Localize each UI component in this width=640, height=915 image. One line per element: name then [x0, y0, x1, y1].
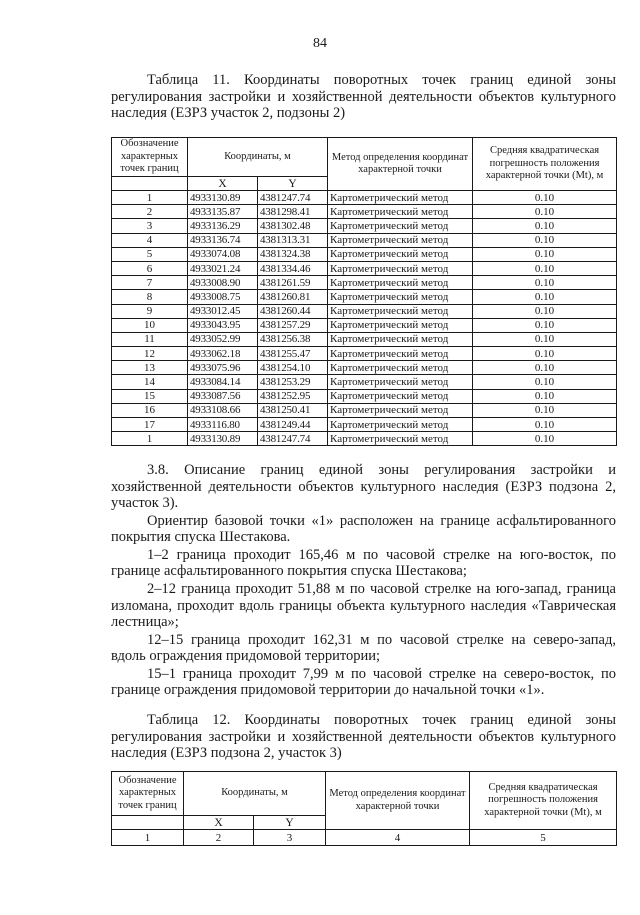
error-cell: 0.10: [473, 276, 617, 290]
header-coords: Координаты, м: [184, 772, 326, 816]
table-12-caption-text: Таблица 12. Координаты поворотных точек границ единой зоны регулирования застройки и хозяйственной деятельности объектов культурного наследия (ЕЗРЗ подзона 2, участок 3): [111, 712, 616, 761]
error-cell: 0.10: [473, 403, 617, 417]
x-coordinate-cell: 4933075.96: [188, 361, 258, 375]
method-cell: Картометрический метод: [328, 361, 473, 375]
method-cell: Картометрический метод: [328, 205, 473, 219]
header-error: Средняя квадратическая погрешность положения характерной точки (Mt), м: [473, 138, 617, 191]
x-coordinate-cell: 4933116.80: [188, 418, 258, 432]
method-cell: Картометрический метод: [328, 432, 473, 446]
point-number-cell: 2: [112, 205, 188, 219]
x-coordinate-cell: 4933012.45: [188, 304, 258, 318]
error-cell: 0.10: [473, 191, 617, 205]
section-3-8: [111, 462, 616, 700]
error-cell: 0.10: [473, 205, 617, 219]
y-coordinate-cell: 4381324.38: [258, 247, 328, 261]
index-cell: 5: [470, 830, 617, 846]
table-row: [112, 205, 617, 219]
header-designation: Обозначение характерных точек границ: [112, 138, 188, 177]
x-coordinate-cell: 4933052.99: [188, 332, 258, 346]
method-cell: Картометрический метод: [328, 375, 473, 389]
header-error: Средняя квадратическая погрешность положения характерной точки (Mt), м: [470, 772, 617, 830]
table-row: [112, 332, 617, 346]
y-coordinate-cell: 4381247.74: [258, 432, 328, 446]
method-cell: Картометрический метод: [328, 219, 473, 233]
method-cell: Картометрический метод: [328, 276, 473, 290]
x-coordinate-cell: 4933043.95: [188, 318, 258, 332]
table-row: [112, 432, 617, 446]
table-11-caption: [111, 72, 616, 122]
index-cell: 2: [184, 830, 254, 846]
table-12: [111, 771, 617, 846]
y-coordinate-cell: 4381253.29: [258, 375, 328, 389]
y-coordinate-cell: 4381252.95: [258, 389, 328, 403]
header-designation-sub: [112, 177, 188, 191]
point-number-cell: 6: [112, 261, 188, 275]
table-row: [112, 418, 617, 432]
y-coordinate-cell: 4381298.41: [258, 205, 328, 219]
y-coordinate-cell: 4381260.81: [258, 290, 328, 304]
header-coords: Координаты, м: [188, 138, 328, 177]
error-cell: 0.10: [473, 361, 617, 375]
error-cell: 0.10: [473, 375, 617, 389]
y-coordinate-cell: 4381257.29: [258, 318, 328, 332]
point-number-cell: 14: [112, 375, 188, 389]
table-row: [112, 276, 617, 290]
method-cell: Картометрический метод: [328, 191, 473, 205]
point-number-cell: 17: [112, 418, 188, 432]
x-coordinate-cell: 4933136.29: [188, 219, 258, 233]
table-row: [112, 191, 617, 205]
y-coordinate-cell: 4381255.47: [258, 347, 328, 361]
error-cell: 0.10: [473, 318, 617, 332]
x-coordinate-cell: 4933074.08: [188, 247, 258, 261]
point-number-cell: 10: [112, 318, 188, 332]
paragraph: 12–15 граница проходит 162,31 м по часовой стрелке на северо-запад, вдоль ограждения придомовой территории;: [111, 631, 616, 665]
method-cell: Картометрический метод: [328, 318, 473, 332]
table-row: [112, 219, 617, 233]
y-coordinate-cell: 4381261.59: [258, 276, 328, 290]
x-coordinate-cell: 4933087.56: [188, 389, 258, 403]
x-coordinate-cell: 4933136.74: [188, 233, 258, 247]
point-number-cell: 9: [112, 304, 188, 318]
header-x: X: [188, 177, 258, 191]
page-number: 84: [313, 36, 327, 51]
table-11-body: [112, 191, 617, 446]
error-cell: 0.10: [473, 389, 617, 403]
error-cell: 0.10: [473, 304, 617, 318]
paragraph: 2–12 граница проходит 51,88 м по часовой стрелке на юго-запад, граница изломана, проходит вдоль границы объекта культурного наследия «Таврическая лестница»;: [111, 581, 616, 631]
header-method: Метод определения координат характерной точки: [328, 138, 473, 191]
point-number-cell: 13: [112, 361, 188, 375]
x-coordinate-cell: 4933084.14: [188, 375, 258, 389]
table-row: [112, 304, 617, 318]
error-cell: 0.10: [473, 432, 617, 446]
table-11: [111, 137, 617, 446]
method-cell: Картометрический метод: [328, 304, 473, 318]
x-coordinate-cell: 4933130.89: [188, 432, 258, 446]
point-number-cell: 1: [112, 432, 188, 446]
y-coordinate-cell: 4381302.48: [258, 219, 328, 233]
y-coordinate-cell: 4381249.44: [258, 418, 328, 432]
y-coordinate-cell: 4381334.46: [258, 261, 328, 275]
x-coordinate-cell: 4933021.24: [188, 261, 258, 275]
method-cell: Картометрический метод: [328, 403, 473, 417]
point-number-cell: 3: [112, 219, 188, 233]
point-number-cell: 7: [112, 276, 188, 290]
method-cell: Картометрический метод: [328, 247, 473, 261]
error-cell: 0.10: [473, 219, 617, 233]
method-cell: Картометрический метод: [328, 261, 473, 275]
table-row: [112, 361, 617, 375]
x-coordinate-cell: 4933108.66: [188, 403, 258, 417]
table-row: [112, 247, 617, 261]
point-number-cell: 12: [112, 347, 188, 361]
method-cell: Картометрический метод: [328, 347, 473, 361]
index-cell: 4: [326, 830, 470, 846]
paragraph: 15–1 граница проходит 7,99 м по часовой стрелке на северо-восток, по границе ограждения придомовой территории до начальной точки «1».: [111, 665, 616, 699]
point-number-cell: 8: [112, 290, 188, 304]
x-coordinate-cell: 4933008.90: [188, 276, 258, 290]
table-11-caption-text: Таблица 11. Координаты поворотных точек границ единой зоны регулирования застройки и хозяйственной деятельности объектов культурного наследия (ЕЗРЗ участок 2, подзоны 2): [111, 72, 616, 121]
x-coordinate-cell: 4933062.18: [188, 347, 258, 361]
point-number-cell: 16: [112, 403, 188, 417]
error-cell: 0.10: [473, 347, 617, 361]
paragraph: 1–2 граница проходит 165,46 м по часовой стрелке на юго-восток, по границе асфальтированного покрытия спуска Шестакова;: [111, 546, 616, 580]
x-coordinate-cell: 4933130.89: [188, 191, 258, 205]
method-cell: Картометрический метод: [328, 290, 473, 304]
error-cell: 0.10: [473, 233, 617, 247]
point-number-cell: 4: [112, 233, 188, 247]
table-row: [112, 347, 617, 361]
table-row: [112, 389, 617, 403]
table-row: [112, 403, 617, 417]
x-coordinate-cell: 4933008.75: [188, 290, 258, 304]
paragraph: 3.8. Описание границ единой зоны регулирования застройки и хозяйственной деятельности объектов культурного наследия (ЕЗРЗ подзона 2, участок 3).: [111, 462, 616, 511]
y-coordinate-cell: 4381250.41: [258, 403, 328, 417]
method-cell: Картометрический метод: [328, 233, 473, 247]
index-cell: 1: [112, 830, 184, 846]
y-coordinate-cell: 4381247.74: [258, 191, 328, 205]
method-cell: Картометрический метод: [328, 389, 473, 403]
y-coordinate-cell: 4381260.44: [258, 304, 328, 318]
paragraph: Ориентир базовой точки «1» расположен на границе асфальтированного покрытия спуска Шестакова.: [111, 512, 616, 546]
point-number-cell: 1: [112, 191, 188, 205]
table-row: [112, 233, 617, 247]
header-designation-sub: [112, 816, 184, 830]
header-y: Y: [258, 177, 328, 191]
error-cell: 0.10: [473, 418, 617, 432]
error-cell: 0.10: [473, 332, 617, 346]
table-row: [112, 375, 617, 389]
y-coordinate-cell: 4381313.31: [258, 233, 328, 247]
table-row: [112, 290, 617, 304]
header-y: Y: [254, 816, 326, 830]
y-coordinate-cell: 4381254.10: [258, 361, 328, 375]
index-cell: 3: [254, 830, 326, 846]
method-cell: Картометрический метод: [328, 332, 473, 346]
table-12-caption: [111, 712, 616, 762]
x-coordinate-cell: 4933135.87: [188, 205, 258, 219]
table-row: [112, 830, 617, 846]
table-row: [112, 318, 617, 332]
point-number-cell: 15: [112, 389, 188, 403]
point-number-cell: 11: [112, 332, 188, 346]
header-method: Метод определения координат характерной точки: [326, 772, 470, 830]
header-designation: Обозначение характерных точек границ: [112, 772, 184, 816]
error-cell: 0.10: [473, 247, 617, 261]
header-x: X: [184, 816, 254, 830]
method-cell: Картометрический метод: [328, 418, 473, 432]
error-cell: 0.10: [473, 261, 617, 275]
y-coordinate-cell: 4381256.38: [258, 332, 328, 346]
error-cell: 0.10: [473, 290, 617, 304]
table-row: [112, 261, 617, 275]
point-number-cell: 5: [112, 247, 188, 261]
